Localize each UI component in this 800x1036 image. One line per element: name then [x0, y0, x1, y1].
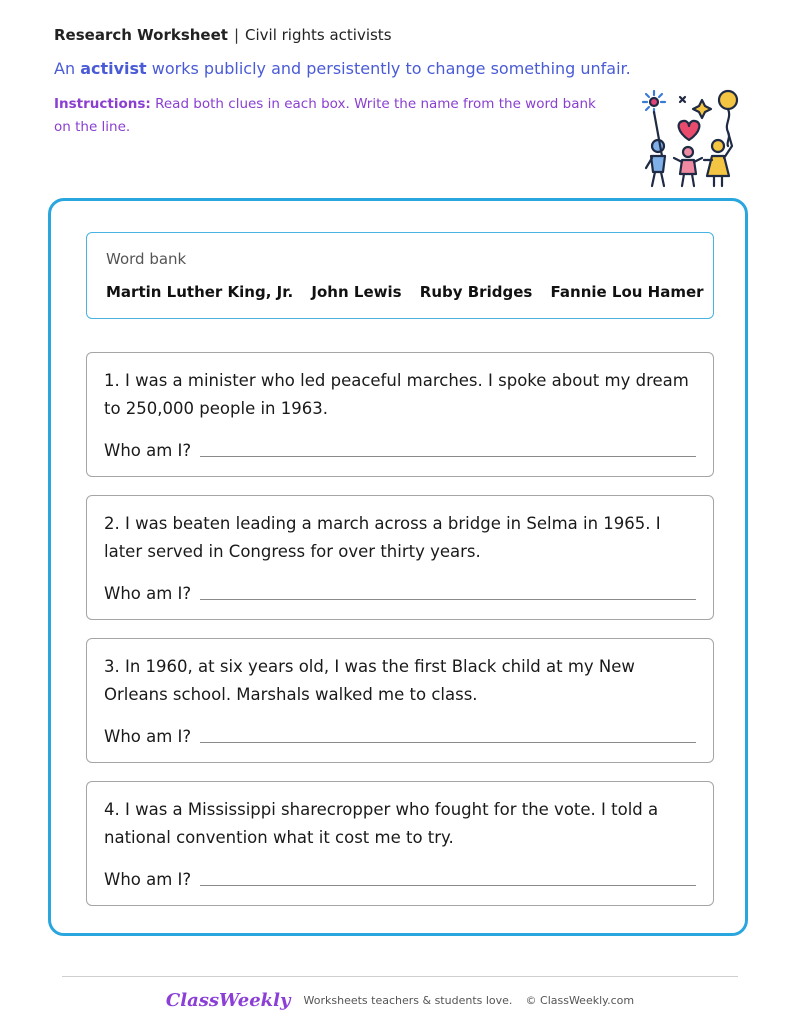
definition-text: works publicly and persistently to change something unfair. — [151, 59, 631, 78]
worksheet-subtitle: Civil rights activists — [245, 26, 392, 44]
definition-term: activist — [80, 59, 147, 78]
activist-definition — [54, 59, 631, 78]
answer-line[interactable] — [200, 742, 696, 743]
clue-text: 4. I was a Mississippi sharecropper who fought for the vote. I told a national convention what it cost me to try. — [104, 800, 659, 847]
classweekly-logo: ClassWeekly — [165, 990, 291, 1011]
page-footer — [0, 990, 800, 1011]
clue-text: 3. In 1960, at six years old, I was the first Black child at my New Orleans school. Marshals walked me to class. — [104, 657, 635, 704]
who-am-i-prompt: Who am I? — [104, 727, 192, 746]
definition-prefix: An — [54, 59, 76, 78]
who-am-i-prompt: Who am I? — [104, 870, 192, 889]
word-bank-name: Fannie Lou Hamer — [550, 283, 704, 301]
answer-line[interactable] — [200, 456, 696, 457]
word-bank-name: Ruby Bridges — [419, 283, 533, 301]
word-bank-title: Word bank — [106, 250, 187, 268]
who-am-i-prompt: Who am I? — [104, 584, 192, 603]
clue-box-4 — [86, 781, 714, 906]
word-bank-name: John Lewis — [311, 283, 402, 301]
clue-box-1 — [86, 352, 714, 477]
worksheet-title: Research Worksheet — [54, 26, 228, 44]
answer-line[interactable] — [200, 599, 696, 600]
header-separator: | — [233, 26, 240, 44]
answer-line[interactable] — [200, 885, 696, 886]
instructions-label: Instructions: — [54, 96, 151, 112]
clue-box-3 — [86, 638, 714, 763]
worksheet-header — [54, 26, 392, 44]
footer-copyright: © ClassWeekly.com — [525, 994, 635, 1007]
word-bank-name: Martin Luther King, Jr. — [106, 283, 294, 301]
word-bank-names — [106, 283, 717, 301]
clue-text: 2. I was beaten leading a march across a bridge in Selma in 1965. I later served in Congress for over thirty years. — [104, 514, 661, 561]
word-bank — [86, 232, 714, 319]
activists-celebrating-icon — [632, 88, 742, 190]
who-am-i-prompt: Who am I? — [104, 441, 192, 460]
footer-tagline: Worksheets teachers & students love. — [303, 994, 513, 1007]
clue-text: 1. I was a minister who led peaceful marches. I spoke about my dream to 250,000 people in 1963. — [104, 371, 689, 418]
instructions — [54, 93, 599, 139]
instructions-text: Read both clues in each box. Write the name from the word bank on the line. — [54, 96, 596, 135]
clue-box-2 — [86, 495, 714, 620]
footer-divider — [62, 976, 738, 977]
